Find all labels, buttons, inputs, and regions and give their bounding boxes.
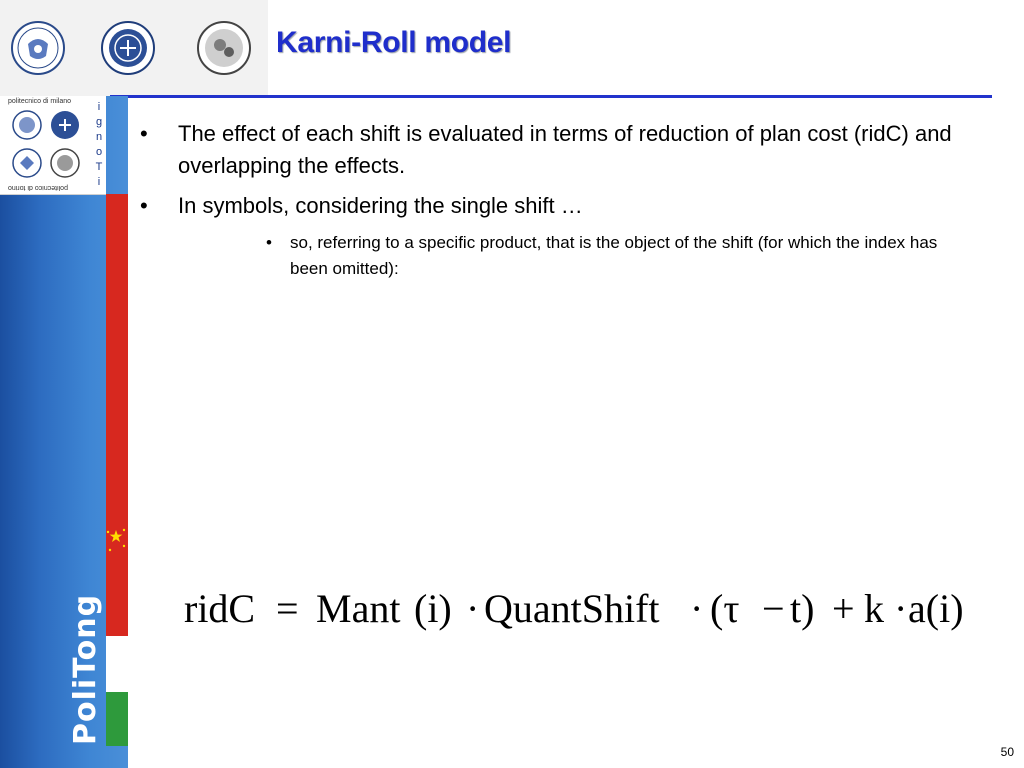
milano-seal-icon xyxy=(196,20,252,76)
formula-term: ridC xyxy=(184,586,256,631)
flag-red-band xyxy=(106,194,128,636)
sidebar-vertical-word: i g n o T i xyxy=(95,101,103,188)
bullet-item xyxy=(138,118,998,182)
page-title: Karni-Roll model xyxy=(276,26,512,59)
bullet-dot: • xyxy=(140,193,148,218)
sub-bullet-text: so, referring to a specific product, that is the object of the shift (for which the index has been omitted): xyxy=(290,233,938,278)
formula-term: = xyxy=(276,586,299,631)
formula-term: (i) xyxy=(414,586,452,631)
flag-white-band xyxy=(106,636,128,692)
header-logo-strip xyxy=(0,0,268,96)
sidebar-logo-block xyxy=(0,96,106,195)
slide-content xyxy=(138,118,998,282)
formula-term: k xyxy=(864,586,884,631)
formula-term: + xyxy=(832,586,855,631)
page-number: 50 xyxy=(1000,745,1014,759)
bullet-item xyxy=(138,190,998,222)
formula-term: QuantShift xyxy=(484,586,660,631)
title-underline xyxy=(110,95,992,98)
bullet-text: In symbols, considering the single shift … xyxy=(178,193,583,218)
sidebar-seal-3-icon xyxy=(12,148,42,178)
formula-term: · xyxy=(690,586,704,631)
sidebar-logo-header: politecnico di milano xyxy=(8,98,72,105)
torino-seal-icon xyxy=(10,20,66,76)
flag-green-band xyxy=(106,692,128,746)
bullet-dot: • xyxy=(140,121,148,146)
formula-term: − xyxy=(762,586,785,631)
sidebar-seal-1-icon xyxy=(12,110,42,140)
sub-bullet-dot: • xyxy=(266,233,272,252)
formula-term: a(i) xyxy=(908,586,964,631)
sidebar-seal-2-icon xyxy=(50,110,80,140)
china-stars-icon xyxy=(104,526,128,556)
formula-term: Mant xyxy=(316,586,401,631)
formula-term: (τ xyxy=(710,586,740,631)
formula-term: · xyxy=(894,586,908,631)
formula-term: · xyxy=(466,586,480,631)
sidebar-logo-footer: politecnico di torino xyxy=(8,184,68,191)
formula-term: t) xyxy=(790,586,815,631)
tongji-seal-icon xyxy=(100,20,156,76)
formula xyxy=(184,584,984,640)
sub-bullet-item xyxy=(266,230,970,282)
politong-brand: PoliTong xyxy=(68,593,103,745)
sidebar-seal-4-icon xyxy=(50,148,80,178)
bullet-text: The effect of each shift is evaluated in terms of reduction of plan cost (ridC) and overlapping the effects. xyxy=(178,121,952,178)
